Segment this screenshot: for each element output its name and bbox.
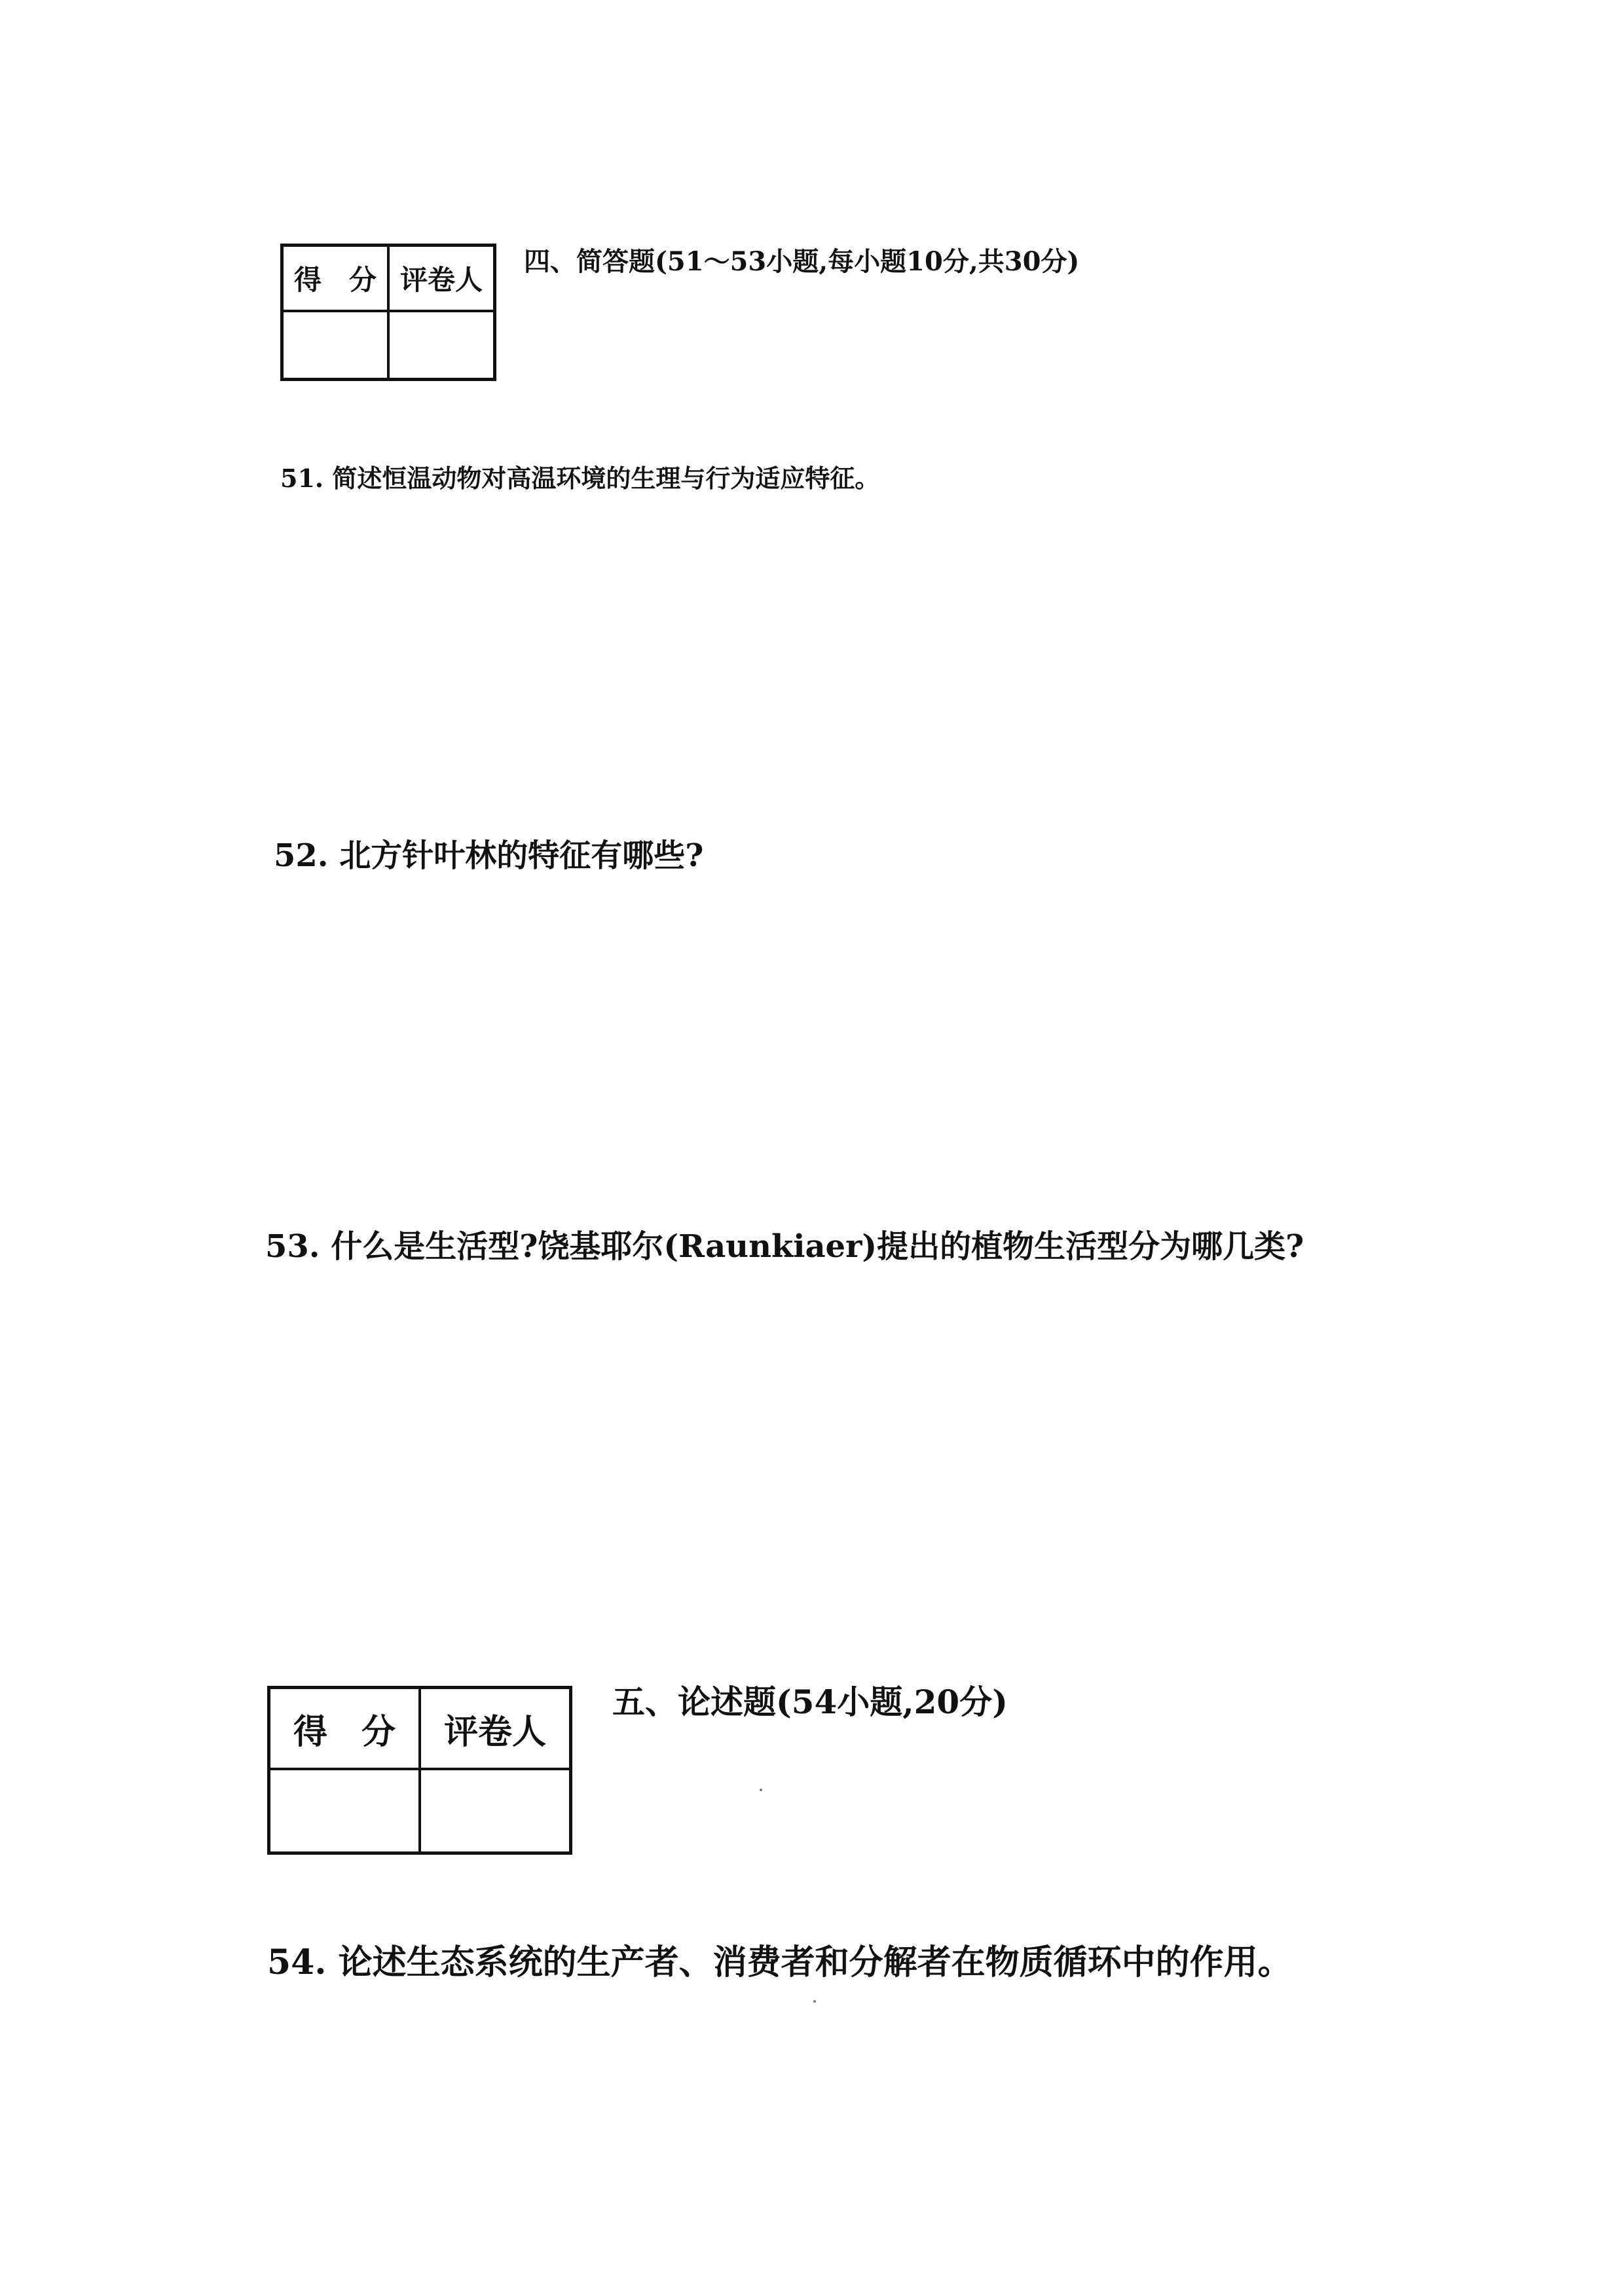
question-54 [267, 1935, 1292, 1984]
question-text: 简述恒温动物对高温环境的生理与行为适应特征。 [332, 464, 880, 493]
score-table-section-4 [280, 244, 496, 381]
grader-header: 评卷人 [388, 246, 495, 312]
grader-cell[interactable] [420, 1769, 571, 1853]
question-51 [280, 458, 879, 494]
grader-header: 评卷人 [420, 1688, 571, 1770]
scan-speck [813, 2000, 816, 2003]
score-table-section-5 [267, 1686, 572, 1855]
score-cell[interactable] [269, 1769, 420, 1853]
question-number: 52. [274, 837, 329, 874]
grader-cell[interactable] [388, 311, 495, 380]
question-53 [265, 1221, 1304, 1266]
section-4-heading: 四、简答题(51～53小题,每小题10分,共30分) [524, 246, 1080, 277]
score-header: 得 分 [269, 1688, 420, 1770]
question-52 [274, 830, 703, 875]
question-number: 54. [267, 1942, 327, 1982]
question-number: 53. [265, 1228, 320, 1265]
section-5-heading: 五、论述题(54小题,20分) [612, 1683, 1008, 1721]
score-header: 得 分 [282, 246, 389, 312]
question-text: 什么是生活型?饶基耶尔(Raunkiaer)提出的植物生活型分为哪几类? [331, 1228, 1304, 1265]
scan-speck [760, 1789, 762, 1791]
question-text: 论述生态系统的生产者、消费者和分解者在物质循环中的作用。 [338, 1942, 1292, 1982]
question-number: 51. [280, 464, 324, 493]
question-text: 北方针叶林的特征有哪些? [339, 837, 704, 874]
score-cell[interactable] [282, 311, 389, 380]
